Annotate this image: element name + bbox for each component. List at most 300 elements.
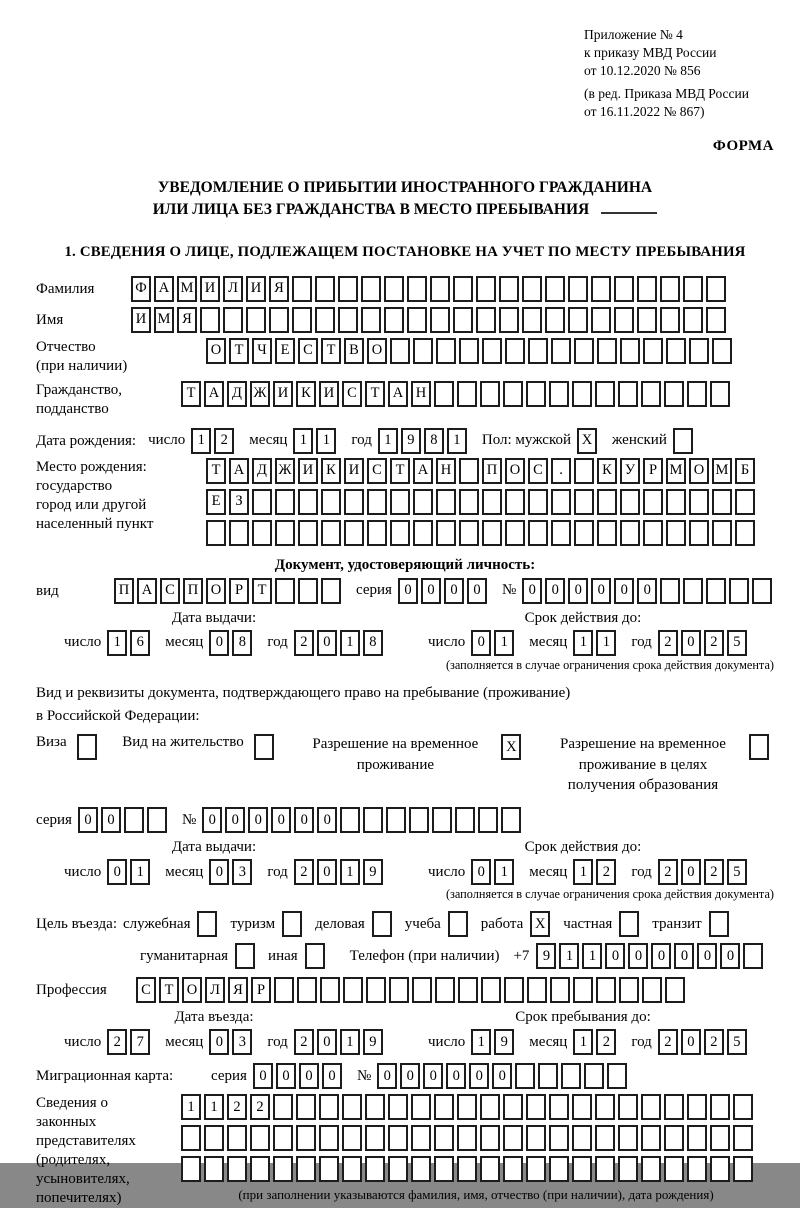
char-cell[interactable]	[572, 1094, 592, 1120]
char-cell[interactable]	[596, 977, 616, 1003]
char-cell[interactable]	[619, 977, 639, 1003]
char-cell[interactable]	[574, 489, 594, 515]
char-cell[interactable]: Я	[177, 307, 197, 333]
char-cell[interactable]: С	[367, 458, 387, 484]
char-cell[interactable]	[223, 307, 243, 333]
char-cell[interactable]: О	[182, 977, 202, 1003]
char-cell[interactable]: 0	[674, 943, 694, 969]
char-cell[interactable]	[235, 943, 255, 969]
char-cell[interactable]	[572, 1156, 592, 1182]
char-cell[interactable]: 0	[78, 807, 98, 833]
char-cell[interactable]	[504, 977, 524, 1003]
char-cell[interactable]	[413, 338, 433, 364]
char-cell[interactable]	[229, 520, 249, 546]
char-cell[interactable]: Н	[436, 458, 456, 484]
char-cell[interactable]: 0	[681, 630, 701, 656]
char-cell[interactable]: 5	[727, 859, 747, 885]
char-cell[interactable]	[252, 489, 272, 515]
char-cell[interactable]: О	[367, 338, 387, 364]
char-cell[interactable]: 3	[232, 859, 252, 885]
char-cell[interactable]	[683, 307, 703, 333]
char-cell[interactable]	[457, 1094, 477, 1120]
char-cell[interactable]	[503, 1156, 523, 1182]
char-cell[interactable]: 1	[596, 630, 616, 656]
char-cell[interactable]: 1	[130, 859, 150, 885]
char-cell[interactable]	[343, 977, 363, 1003]
char-cell[interactable]	[298, 520, 318, 546]
char-cell[interactable]	[549, 1094, 569, 1120]
char-cell[interactable]	[315, 276, 335, 302]
char-cell[interactable]	[434, 381, 454, 407]
char-cell[interactable]: 2	[214, 428, 234, 454]
char-cell[interactable]	[459, 520, 479, 546]
char-cell[interactable]	[413, 520, 433, 546]
char-cell[interactable]: Д	[252, 458, 272, 484]
char-cell[interactable]: 1	[471, 1029, 491, 1055]
char-cell[interactable]	[528, 338, 548, 364]
char-cell[interactable]	[712, 338, 732, 364]
char-cell[interactable]	[597, 489, 617, 515]
char-cell[interactable]	[706, 276, 726, 302]
char-cell[interactable]	[296, 1156, 316, 1182]
char-cell[interactable]	[273, 1156, 293, 1182]
char-cell[interactable]: 0	[209, 1029, 229, 1055]
char-cell[interactable]	[77, 734, 97, 760]
char-cell[interactable]	[365, 1125, 385, 1151]
char-cell[interactable]: Р	[251, 977, 271, 1003]
char-cell[interactable]	[595, 1125, 615, 1151]
char-cell[interactable]	[319, 1125, 339, 1151]
char-cell[interactable]	[538, 1063, 558, 1089]
char-cell[interactable]: Т	[206, 458, 226, 484]
char-cell[interactable]	[595, 381, 615, 407]
char-cell[interactable]	[660, 578, 680, 604]
char-cell[interactable]	[664, 1156, 684, 1182]
char-cell[interactable]	[709, 911, 729, 937]
char-cell[interactable]	[319, 1094, 339, 1120]
char-cell[interactable]	[305, 943, 325, 969]
char-cell[interactable]: 0	[591, 578, 611, 604]
char-cell[interactable]: Е	[206, 489, 226, 515]
char-cell[interactable]: 2	[596, 859, 616, 885]
char-cell[interactable]	[436, 489, 456, 515]
char-cell[interactable]	[436, 520, 456, 546]
char-cell[interactable]	[735, 520, 755, 546]
char-cell[interactable]	[618, 1094, 638, 1120]
char-cell[interactable]: 0	[271, 807, 291, 833]
char-cell[interactable]: Р	[643, 458, 663, 484]
char-cell[interactable]: 1	[181, 1094, 201, 1120]
char-cell[interactable]	[733, 1125, 753, 1151]
char-cell[interactable]: В	[344, 338, 364, 364]
char-cell[interactable]	[526, 1125, 546, 1151]
char-cell[interactable]	[342, 1094, 362, 1120]
char-cell[interactable]: Л	[205, 977, 225, 1003]
char-cell[interactable]: 9	[363, 859, 383, 885]
char-cell[interactable]: 1	[107, 630, 127, 656]
char-cell[interactable]	[453, 307, 473, 333]
char-cell[interactable]	[545, 307, 565, 333]
char-cell[interactable]: О	[689, 458, 709, 484]
char-cell[interactable]	[200, 307, 220, 333]
char-cell[interactable]: 0	[400, 1063, 420, 1089]
char-cell[interactable]	[712, 520, 732, 546]
char-cell[interactable]: 0	[720, 943, 740, 969]
char-cell[interactable]: 8	[232, 630, 252, 656]
char-cell[interactable]: 2	[596, 1029, 616, 1055]
char-cell[interactable]	[273, 1125, 293, 1151]
char-cell[interactable]: А	[137, 578, 157, 604]
char-cell[interactable]	[367, 520, 387, 546]
char-cell[interactable]: И	[344, 458, 364, 484]
char-cell[interactable]	[568, 276, 588, 302]
char-cell[interactable]	[683, 578, 703, 604]
char-cell[interactable]	[620, 489, 640, 515]
char-cell[interactable]: Т	[229, 338, 249, 364]
char-cell[interactable]	[526, 381, 546, 407]
char-cell[interactable]: Т	[365, 381, 385, 407]
char-cell[interactable]	[683, 276, 703, 302]
char-cell[interactable]	[388, 1125, 408, 1151]
char-cell[interactable]	[407, 276, 427, 302]
char-cell[interactable]: 0	[294, 807, 314, 833]
char-cell[interactable]: 1	[573, 859, 593, 885]
char-cell[interactable]: 2	[294, 630, 314, 656]
char-cell[interactable]	[344, 489, 364, 515]
char-cell[interactable]: 6	[130, 630, 150, 656]
char-cell[interactable]	[459, 489, 479, 515]
char-cell[interactable]	[666, 489, 686, 515]
char-cell[interactable]: 0	[299, 1063, 319, 1089]
char-cell[interactable]	[274, 977, 294, 1003]
char-cell[interactable]	[595, 1156, 615, 1182]
char-cell[interactable]: 8	[363, 630, 383, 656]
char-cell[interactable]: 1	[447, 428, 467, 454]
char-cell[interactable]: .	[551, 458, 571, 484]
char-cell[interactable]: Ч	[252, 338, 272, 364]
char-cell[interactable]	[515, 1063, 535, 1089]
char-cell[interactable]	[641, 381, 661, 407]
char-cell[interactable]	[526, 1094, 546, 1120]
char-cell[interactable]	[448, 911, 468, 937]
char-cell[interactable]	[545, 276, 565, 302]
char-cell[interactable]: 1	[573, 1029, 593, 1055]
char-cell[interactable]	[664, 1125, 684, 1151]
char-cell[interactable]	[673, 428, 693, 454]
char-cell[interactable]	[643, 489, 663, 515]
char-cell[interactable]	[459, 458, 479, 484]
char-cell[interactable]: 2	[704, 630, 724, 656]
char-cell[interactable]: 9	[401, 428, 421, 454]
char-cell[interactable]: 9	[536, 943, 556, 969]
char-cell[interactable]: 0	[377, 1063, 397, 1089]
char-cell[interactable]: А	[204, 381, 224, 407]
char-cell[interactable]	[273, 1094, 293, 1120]
char-cell[interactable]	[275, 578, 295, 604]
char-cell[interactable]	[227, 1125, 247, 1151]
char-cell[interactable]	[124, 807, 144, 833]
char-cell[interactable]: Я	[228, 977, 248, 1003]
char-cell[interactable]	[384, 276, 404, 302]
char-cell[interactable]	[551, 489, 571, 515]
char-cell[interactable]	[246, 307, 266, 333]
char-cell[interactable]	[338, 276, 358, 302]
char-cell[interactable]: У	[620, 458, 640, 484]
char-cell[interactable]	[499, 307, 519, 333]
char-cell[interactable]	[618, 1125, 638, 1151]
char-cell[interactable]	[660, 307, 680, 333]
char-cell[interactable]: 9	[494, 1029, 514, 1055]
char-cell[interactable]	[664, 1094, 684, 1120]
char-cell[interactable]	[574, 520, 594, 546]
char-cell[interactable]: 1	[316, 428, 336, 454]
char-cell[interactable]: Ж	[250, 381, 270, 407]
char-cell[interactable]: И	[131, 307, 151, 333]
char-cell[interactable]	[743, 943, 763, 969]
char-cell[interactable]: 0	[471, 859, 491, 885]
char-cell[interactable]: 0	[614, 578, 634, 604]
char-cell[interactable]: 9	[363, 1029, 383, 1055]
char-cell[interactable]: Т	[321, 338, 341, 364]
char-cell[interactable]: Т	[181, 381, 201, 407]
char-cell[interactable]: 3	[232, 1029, 252, 1055]
char-cell[interactable]: 0	[248, 807, 268, 833]
char-cell[interactable]	[338, 307, 358, 333]
char-cell[interactable]	[528, 520, 548, 546]
char-cell[interactable]: К	[296, 381, 316, 407]
char-cell[interactable]	[252, 520, 272, 546]
char-cell[interactable]: И	[246, 276, 266, 302]
char-cell[interactable]	[619, 911, 639, 937]
char-cell[interactable]	[528, 489, 548, 515]
char-cell[interactable]	[549, 381, 569, 407]
char-cell[interactable]	[551, 338, 571, 364]
char-cell[interactable]: Д	[227, 381, 247, 407]
char-cell[interactable]	[320, 977, 340, 1003]
char-cell[interactable]: 2	[227, 1094, 247, 1120]
char-cell[interactable]	[710, 1094, 730, 1120]
char-cell[interactable]	[597, 520, 617, 546]
char-cell[interactable]	[574, 458, 594, 484]
char-cell[interactable]: О	[505, 458, 525, 484]
char-cell[interactable]	[733, 1094, 753, 1120]
char-cell[interactable]: Ж	[275, 458, 295, 484]
char-cell[interactable]: 0	[681, 1029, 701, 1055]
char-cell[interactable]	[572, 381, 592, 407]
char-cell[interactable]: 2	[658, 1029, 678, 1055]
char-cell[interactable]	[361, 276, 381, 302]
char-cell[interactable]	[689, 520, 709, 546]
char-cell[interactable]: 1	[378, 428, 398, 454]
char-cell[interactable]: 1	[494, 630, 514, 656]
char-cell[interactable]	[407, 307, 427, 333]
char-cell[interactable]: А	[229, 458, 249, 484]
char-cell[interactable]	[710, 1125, 730, 1151]
char-cell[interactable]	[434, 1156, 454, 1182]
char-cell[interactable]	[666, 338, 686, 364]
char-cell[interactable]	[434, 1125, 454, 1151]
char-cell[interactable]	[481, 977, 501, 1003]
char-cell[interactable]: 0	[651, 943, 671, 969]
char-cell[interactable]	[551, 520, 571, 546]
char-cell[interactable]: К	[597, 458, 617, 484]
char-cell[interactable]: 1	[582, 943, 602, 969]
char-cell[interactable]	[411, 1094, 431, 1120]
char-cell[interactable]: 1	[494, 859, 514, 885]
char-cell[interactable]	[689, 338, 709, 364]
char-cell[interactable]	[435, 977, 455, 1003]
char-cell[interactable]	[501, 807, 521, 833]
char-cell[interactable]	[505, 489, 525, 515]
char-cell[interactable]: 0	[568, 578, 588, 604]
char-cell[interactable]: 0	[697, 943, 717, 969]
char-cell[interactable]	[620, 338, 640, 364]
char-cell[interactable]: 0	[202, 807, 222, 833]
char-cell[interactable]	[643, 338, 663, 364]
char-cell[interactable]: А	[413, 458, 433, 484]
char-cell[interactable]	[735, 489, 755, 515]
char-cell[interactable]	[388, 1156, 408, 1182]
char-cell[interactable]	[292, 276, 312, 302]
char-cell[interactable]	[480, 381, 500, 407]
char-cell[interactable]	[641, 1094, 661, 1120]
char-cell[interactable]: 0	[469, 1063, 489, 1089]
char-cell[interactable]: Ф	[131, 276, 151, 302]
char-cell[interactable]	[503, 1125, 523, 1151]
char-cell[interactable]: С	[528, 458, 548, 484]
char-cell[interactable]: 2	[658, 630, 678, 656]
char-cell[interactable]: X	[530, 911, 550, 937]
char-cell[interactable]	[476, 276, 496, 302]
char-cell[interactable]: М	[154, 307, 174, 333]
char-cell[interactable]	[614, 307, 634, 333]
char-cell[interactable]: 2	[250, 1094, 270, 1120]
char-cell[interactable]: 2	[704, 859, 724, 885]
char-cell[interactable]: 2	[294, 859, 314, 885]
char-cell[interactable]: 0	[322, 1063, 342, 1089]
char-cell[interactable]	[342, 1156, 362, 1182]
char-cell[interactable]: М	[712, 458, 732, 484]
char-cell[interactable]	[637, 276, 657, 302]
char-cell[interactable]	[275, 520, 295, 546]
char-cell[interactable]	[642, 977, 662, 1003]
char-cell[interactable]: Р	[229, 578, 249, 604]
char-cell[interactable]	[706, 578, 726, 604]
char-cell[interactable]	[321, 520, 341, 546]
char-cell[interactable]: 0	[446, 1063, 466, 1089]
char-cell[interactable]	[319, 1156, 339, 1182]
char-cell[interactable]	[505, 520, 525, 546]
char-cell[interactable]	[342, 1125, 362, 1151]
char-cell[interactable]	[503, 1094, 523, 1120]
char-cell[interactable]	[386, 807, 406, 833]
char-cell[interactable]: 7	[130, 1029, 150, 1055]
char-cell[interactable]: С	[160, 578, 180, 604]
char-cell[interactable]	[204, 1156, 224, 1182]
char-cell[interactable]	[390, 520, 410, 546]
char-cell[interactable]: 5	[727, 630, 747, 656]
char-cell[interactable]: 1	[559, 943, 579, 969]
char-cell[interactable]	[752, 578, 772, 604]
char-cell[interactable]: 0	[317, 859, 337, 885]
char-cell[interactable]: 0	[628, 943, 648, 969]
char-cell[interactable]	[457, 381, 477, 407]
char-cell[interactable]: С	[136, 977, 156, 1003]
char-cell[interactable]: 0	[545, 578, 565, 604]
char-cell[interactable]	[620, 520, 640, 546]
char-cell[interactable]: 0	[317, 1029, 337, 1055]
char-cell[interactable]	[480, 1125, 500, 1151]
char-cell[interactable]: 0	[681, 859, 701, 885]
char-cell[interactable]	[687, 381, 707, 407]
char-cell[interactable]	[476, 307, 496, 333]
char-cell[interactable]: 1	[204, 1094, 224, 1120]
char-cell[interactable]	[297, 977, 317, 1003]
char-cell[interactable]: П	[183, 578, 203, 604]
char-cell[interactable]	[227, 1156, 247, 1182]
char-cell[interactable]	[549, 1125, 569, 1151]
char-cell[interactable]: 2	[107, 1029, 127, 1055]
char-cell[interactable]	[321, 489, 341, 515]
char-cell[interactable]	[361, 307, 381, 333]
char-cell[interactable]: 0	[101, 807, 121, 833]
char-cell[interactable]: 2	[658, 859, 678, 885]
char-cell[interactable]	[618, 1156, 638, 1182]
char-cell[interactable]: М	[177, 276, 197, 302]
char-cell[interactable]	[390, 338, 410, 364]
char-cell[interactable]	[480, 1094, 500, 1120]
char-cell[interactable]	[389, 977, 409, 1003]
char-cell[interactable]: 1	[191, 428, 211, 454]
char-cell[interactable]	[527, 977, 547, 1003]
char-cell[interactable]	[298, 578, 318, 604]
char-cell[interactable]	[455, 807, 475, 833]
char-cell[interactable]	[432, 807, 452, 833]
char-cell[interactable]	[434, 1094, 454, 1120]
char-cell[interactable]: О	[206, 338, 226, 364]
char-cell[interactable]	[666, 520, 686, 546]
char-cell[interactable]	[637, 307, 657, 333]
char-cell[interactable]: Т	[252, 578, 272, 604]
char-cell[interactable]: 0	[421, 578, 441, 604]
char-cell[interactable]	[687, 1094, 707, 1120]
char-cell[interactable]	[574, 338, 594, 364]
char-cell[interactable]: X	[501, 734, 521, 760]
char-cell[interactable]	[367, 489, 387, 515]
char-cell[interactable]	[641, 1125, 661, 1151]
char-cell[interactable]: 0	[209, 630, 229, 656]
char-cell[interactable]: 0	[398, 578, 418, 604]
char-cell[interactable]	[275, 489, 295, 515]
char-cell[interactable]	[366, 977, 386, 1003]
char-cell[interactable]	[710, 1156, 730, 1182]
char-cell[interactable]	[573, 977, 593, 1003]
char-cell[interactable]: 2	[704, 1029, 724, 1055]
char-cell[interactable]	[712, 489, 732, 515]
char-cell[interactable]	[706, 307, 726, 333]
char-cell[interactable]	[687, 1125, 707, 1151]
char-cell[interactable]: Т	[159, 977, 179, 1003]
char-cell[interactable]	[430, 307, 450, 333]
char-cell[interactable]: 1	[573, 630, 593, 656]
char-cell[interactable]	[660, 276, 680, 302]
char-cell[interactable]	[643, 520, 663, 546]
char-cell[interactable]	[321, 578, 341, 604]
char-cell[interactable]: Е	[275, 338, 295, 364]
char-cell[interactable]	[430, 276, 450, 302]
char-cell[interactable]	[413, 489, 433, 515]
char-cell[interactable]: 0	[317, 630, 337, 656]
